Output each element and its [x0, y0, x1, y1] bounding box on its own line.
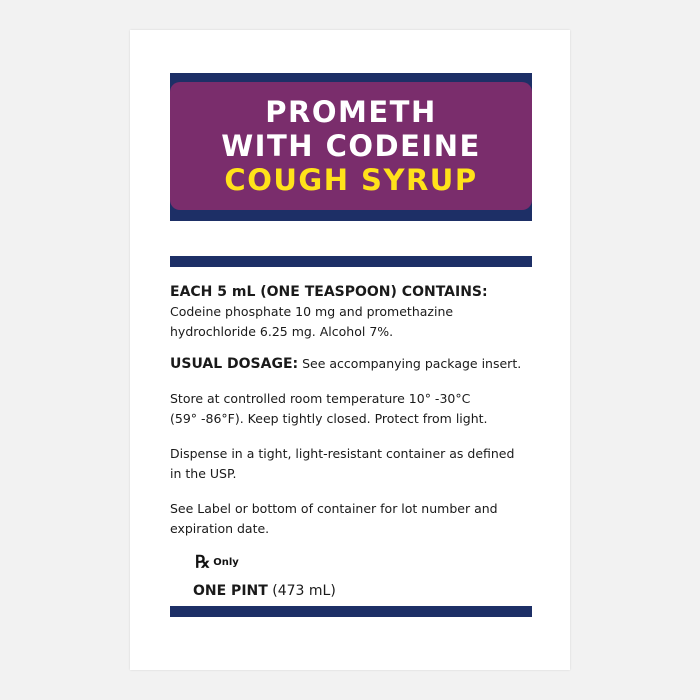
volume-label — [193, 583, 336, 599]
title-banner — [170, 73, 532, 221]
lot-line-2: expiration date. — [170, 521, 270, 536]
title-line-2: WITH CODEINE — [221, 129, 481, 163]
rx-only-text: Only — [213, 557, 239, 568]
label-poster — [130, 30, 570, 670]
dosage-paragraph — [170, 354, 532, 374]
title-panel — [170, 82, 532, 210]
contents-line-1: Codeine phosphate 10 mg and promethazine — [170, 304, 454, 319]
top-divider-bar — [170, 256, 532, 267]
title-line-3: COUGH SYRUP — [224, 163, 478, 197]
dispense-line-1: Dispense in a tight, light-resistant container as defined — [170, 446, 515, 461]
storage-line-2: (59° -86°F). Keep tightly closed. Protect from light. — [170, 411, 488, 426]
rx-only-mark — [195, 552, 239, 573]
volume-metric: (473 mL) — [267, 583, 336, 599]
contents-heading: EACH 5 mL (ONE TEASPOON) CONTAINS: — [170, 284, 488, 300]
lot-line-1: See Label or bottom of container for lot number and — [170, 501, 498, 516]
storage-line-1: Store at controlled room temperature 10° -30°C — [170, 391, 471, 406]
dosage-heading: USUAL DOSAGE: — [170, 356, 299, 372]
volume-amount: ONE PINT — [193, 583, 268, 599]
title-line-1: PROMETH — [265, 95, 437, 129]
dispense-line-2: in the USP. — [170, 466, 237, 481]
bottom-divider-bar — [170, 606, 532, 617]
label-body — [170, 282, 532, 539]
contents-line-2: hydrochloride 6.25 mg. Alcohol 7%. — [170, 324, 394, 339]
rx-icon: ℞ — [195, 552, 211, 573]
dosage-text: See accompanying package insert. — [298, 356, 522, 371]
